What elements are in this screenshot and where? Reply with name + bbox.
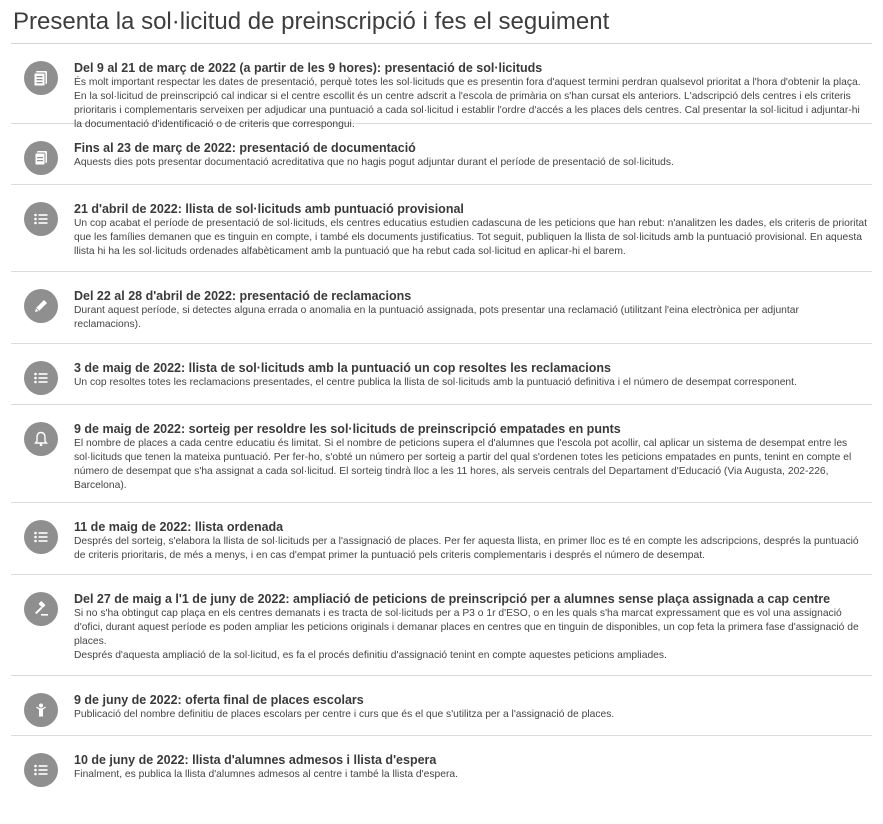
bell-icon <box>24 422 58 456</box>
list-icon <box>24 520 58 554</box>
step-text-extra: Després d'aquesta ampliació de la sol·licitud, es fa el procés definitiu d'assignació tenint en compte aquestes peticions ampliades. <box>74 650 667 662</box>
timeline-step <box>11 676 872 736</box>
step-text: Durant aquest període, si detectes alguna errada o anomalia en la puntuació assignada, pots presentar una reclamació (utilitzant l'eina electrònica per adjuntar reclamacions). <box>74 305 799 331</box>
step-heading: 10 de juny de 2022: llista d'alumnes admesos i llista d'espera <box>74 753 437 767</box>
step-heading: Del 22 al 28 d'abril de 2022: presentació de reclamacions <box>74 289 412 303</box>
step-body <box>74 753 872 782</box>
timeline-step <box>11 185 872 272</box>
step-text: Publicació del nombre definitiu de places escolars per centre i curs que és el que s'utilitza per a l'assignació de places. <box>74 709 615 720</box>
step-body <box>74 592 872 663</box>
gavel-icon <box>24 592 58 626</box>
step-heading: 3 de maig de 2022: llista de sol·licituds amb la puntuació un cop resoltes les reclamacions <box>74 361 611 375</box>
step-body <box>74 361 872 390</box>
timeline-step <box>11 405 872 503</box>
step-text: Si no s'ha obtingut cap plaça en els centres demanats i es tracta de sol·licituds per a P3 o 1r d'ESO, o en les quals s'ha marcat expressament que es vol una assignació d'ofici, durant aquest període es poden ampliar les peticions originals i demanar places en centres que en tinguin de disponibles, un cop feta la primera fase d'assignació de places. <box>74 608 859 648</box>
step-body <box>74 693 872 722</box>
step-body <box>74 289 872 332</box>
page-title: Presenta la sol·licitud de preinscripció i fes el seguiment <box>13 8 610 35</box>
step-text: Un cop acabat el període de presentació de sol·licituds, els centres educatius estudien cadascuna de les peticions que han rebut: n'analitzen les dades, els criteris de prioritat que les famílies demanen que es tinguin en compte, i també els documents justificatius. Tot seguit, publiquen la llista de sol·licituds amb la puntuació provisional. En aquesta llista hi ha les sol·licituds ordenades alfabèticament amb la puntuació que ha rebut cada sol·licitud en aplicar-hi el barem. <box>74 218 868 258</box>
step-body <box>74 141 872 170</box>
step-body <box>74 520 872 563</box>
step-heading: 9 de juny de 2022: oferta final de places escolars <box>74 693 364 707</box>
step-body <box>74 422 872 493</box>
step-heading: 21 d'abril de 2022: llista de sol·licituds amb puntuació provisional <box>74 202 464 216</box>
step-body <box>74 61 872 132</box>
step-heading: Fins al 23 de març de 2022: presentació de documentació <box>74 141 416 155</box>
step-text: És molt important respectar les dates de presentació, perquè totes les sol·licituds que es presentin fora d'aquest termini perdran qualsevol prioritat a l'hora d'obtenir la plaça. En la sol·licitud de preinscripció cal indicar si el centre escollit és un centre adscrit a l'escola de primària on s'han cursat els anteriors. L'adscripció dels centres i els criteris prioritaris i complementaris serveixen per adjudicar una puntuació a cada sol·licitud i establir l'ordre d'accés a les places dels centres. Cal presentar la sol·licitud i adjuntar-hi la documentació d'identificació o de criteris que correspongui. <box>74 77 861 131</box>
timeline-list <box>11 44 872 796</box>
pencil-icon <box>24 289 58 323</box>
list-icon <box>24 753 58 787</box>
list-icon <box>24 361 58 395</box>
timeline-step <box>11 575 872 676</box>
timeline-step <box>11 124 872 185</box>
timeline-step <box>11 503 872 575</box>
list-icon <box>24 202 58 236</box>
documents-icon <box>24 141 58 175</box>
step-heading: 9 de maig de 2022: sorteig per resoldre les sol·licituds de preinscripció empatades en punts <box>74 422 621 436</box>
step-text: Finalment, es publica la llista d'alumnes admesos al centre i també la llista d'espera. <box>74 769 458 780</box>
step-body <box>74 202 872 259</box>
step-text: Un cop resoltes totes les reclamacions presentades, el centre publica la llista de sol·licituds amb la puntuació definitiva i el número de desempat corresponent. <box>74 377 797 388</box>
step-heading: Del 27 de maig a l'1 de juny de 2022: ampliació de peticions de preinscripció per a alumnes sense plaça assignada a cap centre <box>74 592 831 606</box>
timeline-step <box>11 344 872 405</box>
step-text: Aquests dies pots presentar documentació acreditativa que no hagis pogut adjuntar durant el període de presentació de sol·licituds. <box>74 157 674 168</box>
person-icon <box>24 693 58 727</box>
timeline-step <box>11 44 872 131</box>
document-list-icon <box>24 61 58 95</box>
timeline-step <box>11 272 872 344</box>
step-text: Després del sorteig, s'elabora la llista de sol·licituds per a l'assignació de places. Per fer aquesta llista, en primer lloc es té en compte les adscripcions, després la puntuació de criteris prioritaris, de més a menys, i en cas d'empat primer la puntuació pels criteris complementaris i després el número de desempat. <box>74 536 859 562</box>
step-heading: 11 de maig de 2022: llista ordenada <box>74 520 284 534</box>
timeline-step <box>11 736 872 796</box>
step-text: El nombre de places a cada centre educatiu és limitat. Si el nombre de peticions supera el d'alumnes que l'escola pot acollir, cal aplicar un sistema de desempat entre les sol·licituds que tenen la mateixa puntuació. Per fer-ho, s'obté un número per sorteig a partir del qual s'ordenen totes les peticions empatades en punts, tenint en compte el número de desempat que s'ha assignat a cada sol·licitud. El sorteig tindrà lloc a les 11 hores, als serveis centrals del Departament d'Educació (Via Augusta, 202-226, Barcelona). <box>74 438 852 492</box>
step-heading: Del 9 al 21 de març de 2022 (a partir de les 9 hores): presentació de sol·licituds <box>74 61 543 75</box>
